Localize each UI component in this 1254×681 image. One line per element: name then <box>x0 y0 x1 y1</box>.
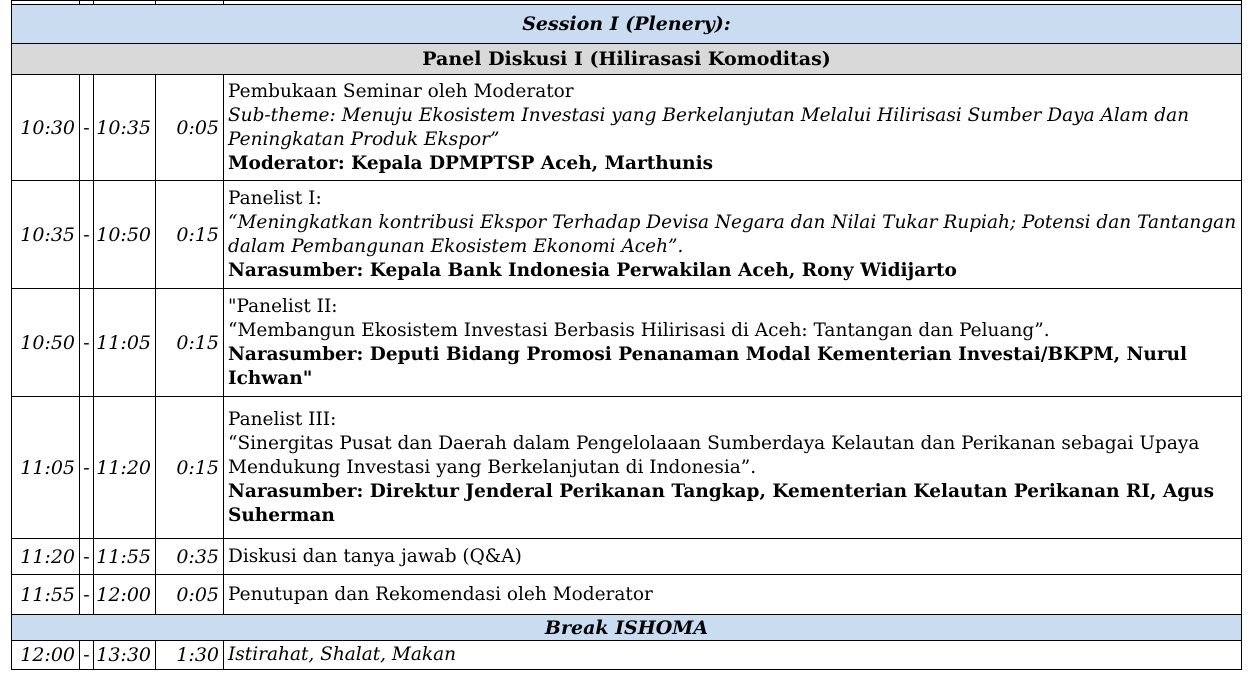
duration: 0:15 <box>156 397 224 539</box>
activity-title: Panelist I: <box>228 187 322 209</box>
agenda-row <box>12 397 1242 539</box>
time-separator: - <box>80 181 94 289</box>
activity-cell <box>224 539 1242 575</box>
activity-description: “Membangun Ekosistem Investasi Berbasis Hilirisasi di Aceh: Tantangan dan Peluang”. <box>228 319 1050 341</box>
duration: 0:35 <box>156 539 224 575</box>
start-time: 12:00 <box>12 641 80 670</box>
time-separator: - <box>80 575 94 615</box>
panel-header-row <box>12 44 1242 75</box>
start-time: 11:55 <box>12 575 80 615</box>
end-time: 11:20 <box>94 397 156 539</box>
agenda-table <box>11 0 1242 670</box>
start-time: 11:20 <box>12 539 80 575</box>
duration: 0:05 <box>156 575 224 615</box>
break-header-row <box>12 615 1242 641</box>
duration: 0:05 <box>156 75 224 181</box>
activity-title: "Panelist II: <box>228 295 338 317</box>
end-time: 12:00 <box>94 575 156 615</box>
end-time: 11:55 <box>94 539 156 575</box>
duration: 0:15 <box>156 181 224 289</box>
duration: 0:15 <box>156 289 224 397</box>
activity-title: Penutupan dan Rekomendasi oleh Moderator <box>228 583 653 605</box>
time-separator: - <box>80 397 94 539</box>
start-time: 10:35 <box>12 181 80 289</box>
agenda-row <box>12 181 1242 289</box>
activity-description: “Meningkatkan kontribusi Ekspor Terhadap Devisa Negara dan Nilai Tukar Rupiah; Potensi dan Tantangan dalam Pembangunan Ekosistem Ekonomi Aceh”. <box>228 211 1237 257</box>
activity-description: Sub-theme: Menuju Ekosistem Investasi yang Berkelanjutan Melalui Hilirisasi Sumber Daya Alam dan Peningkatan Produk Ekspor” <box>228 104 1190 150</box>
panel-title: Panel Diskusi I (Hilirasasi Komoditas) <box>12 44 1242 75</box>
agenda-row <box>12 539 1242 575</box>
break-title: Break ISHOMA <box>12 615 1242 641</box>
agenda-row <box>12 575 1242 615</box>
time-separator: - <box>80 289 94 397</box>
end-time: 13:30 <box>94 641 156 670</box>
time-separator: - <box>80 75 94 181</box>
time-separator: - <box>80 641 94 670</box>
speaker-line: Narasumber: Kepala Bank Indonesia Perwakilan Aceh, Rony Widijarto <box>228 259 957 281</box>
start-time: 10:30 <box>12 75 80 181</box>
activity-title: Pembukaan Seminar oleh Moderator <box>228 80 574 102</box>
activity-description: “Sinergitas Pusat dan Daerah dalam Pengelolaaan Sumberdaya Kelautan dan Perikanan sebagai Upaya Mendukung Investasi yang Berkelanjutan di Indonesia”. <box>228 432 1200 478</box>
speaker-line: Narasumber: Direktur Jenderal Perikanan Tangkap, Kementerian Kelautan Perikanan RI, Agus Suherman <box>228 480 1215 526</box>
start-time: 10:50 <box>12 289 80 397</box>
duration: 1:30 <box>156 641 224 670</box>
start-time: 11:05 <box>12 397 80 539</box>
activity-cell <box>224 575 1242 615</box>
end-time: 10:50 <box>94 181 156 289</box>
activity-title: Panelist III: <box>228 408 337 430</box>
activity-cell <box>224 397 1242 539</box>
activity-cell <box>224 289 1242 397</box>
agenda-row <box>12 289 1242 397</box>
activity-title: Diskusi dan tanya jawab (Q&A) <box>228 545 522 567</box>
agenda-row <box>12 75 1242 181</box>
activity-cell <box>224 181 1242 289</box>
agenda-document <box>11 0 1242 670</box>
speaker-line: Narasumber: Deputi Bidang Promosi Penanaman Modal Kementerian Investai/BKPM, Nurul Ichwan" <box>228 343 1188 389</box>
time-separator: - <box>80 539 94 575</box>
session-title: Session I (Plenery): <box>12 5 1242 44</box>
speaker-line: Moderator: Kepala DPMPTSP Aceh, Marthunis <box>228 152 714 174</box>
end-time: 10:35 <box>94 75 156 181</box>
end-time: 11:05 <box>94 289 156 397</box>
activity-cell <box>224 75 1242 181</box>
session-header-row <box>12 5 1242 44</box>
break-row <box>12 641 1242 670</box>
break-activity: Istirahat, Shalat, Makan <box>224 641 1242 670</box>
